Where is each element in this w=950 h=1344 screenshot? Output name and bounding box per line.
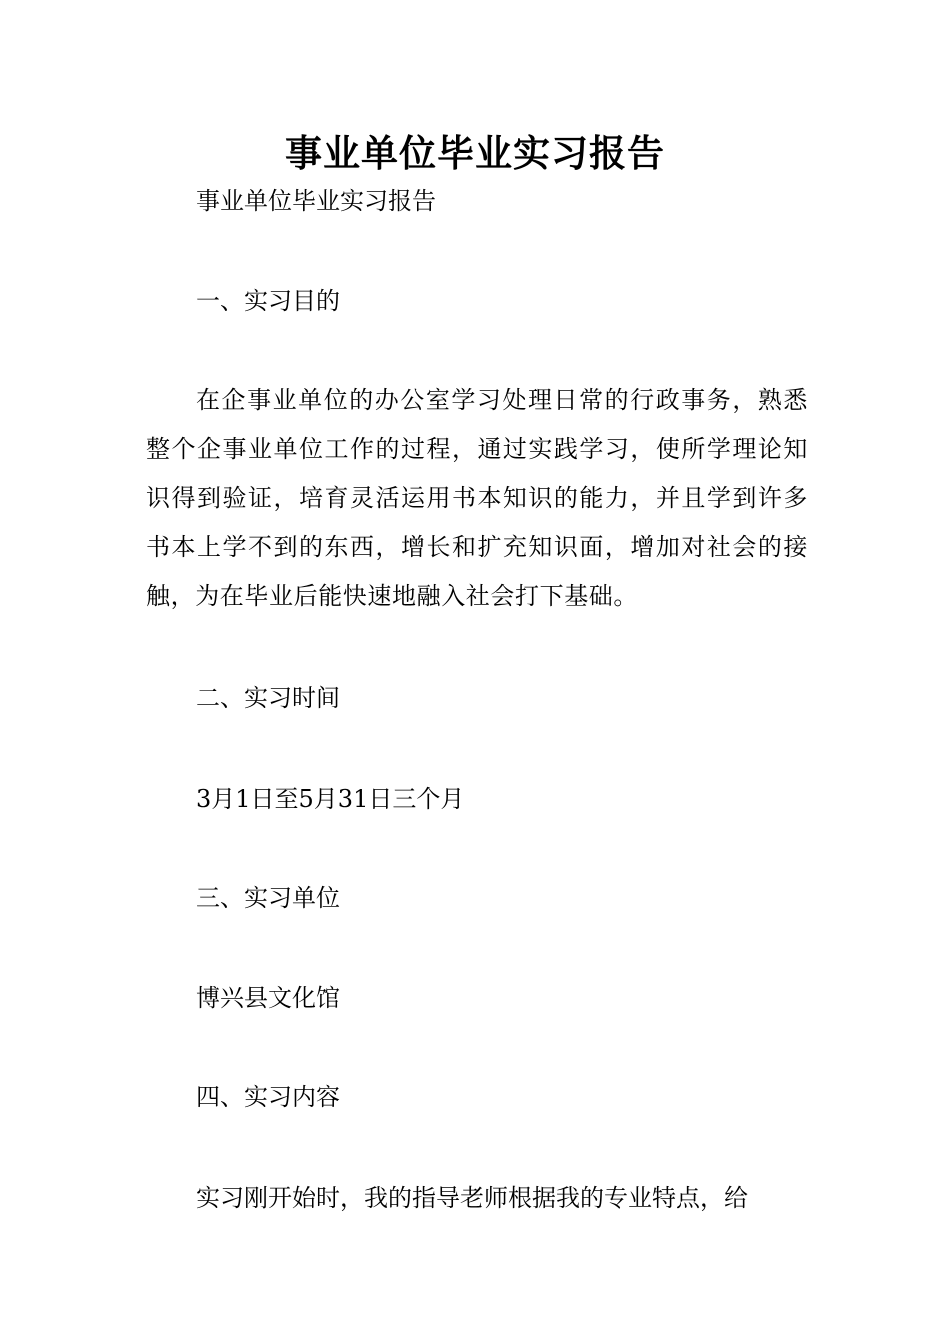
section-body-purpose: 在企事业单位的办公室学习处理日常的行政事务，熟悉整个企事业单位工作的过程，通过实践学习，使所学理论知识得到验证，培育灵活运用书本知识的能力，并且学到许多书本上学不到的东西，增长和扩充知识面，增加对社会的接触，为在毕业后能快速地融入社会打下基础。 xyxy=(146,386,808,610)
section-heading-unit: 三、实习单位 xyxy=(196,884,340,912)
section-heading-purpose: 一、实习目的 xyxy=(196,287,340,315)
document-subtitle: 事业单位毕业实习报告 xyxy=(196,187,436,215)
document-title: 事业单位毕业实习报告 xyxy=(285,131,665,175)
section-body-unit: 博兴县文化馆 xyxy=(196,984,340,1012)
section-heading-time: 二、实习时间 xyxy=(196,684,340,712)
section-heading-content: 四、实习内容 xyxy=(196,1083,340,1111)
section-body-time: 3月1日至5月31日三个月 xyxy=(196,785,465,813)
section-body-content: 实习刚开始时，我的指导老师根据我的专业特点，给 xyxy=(196,1184,748,1212)
